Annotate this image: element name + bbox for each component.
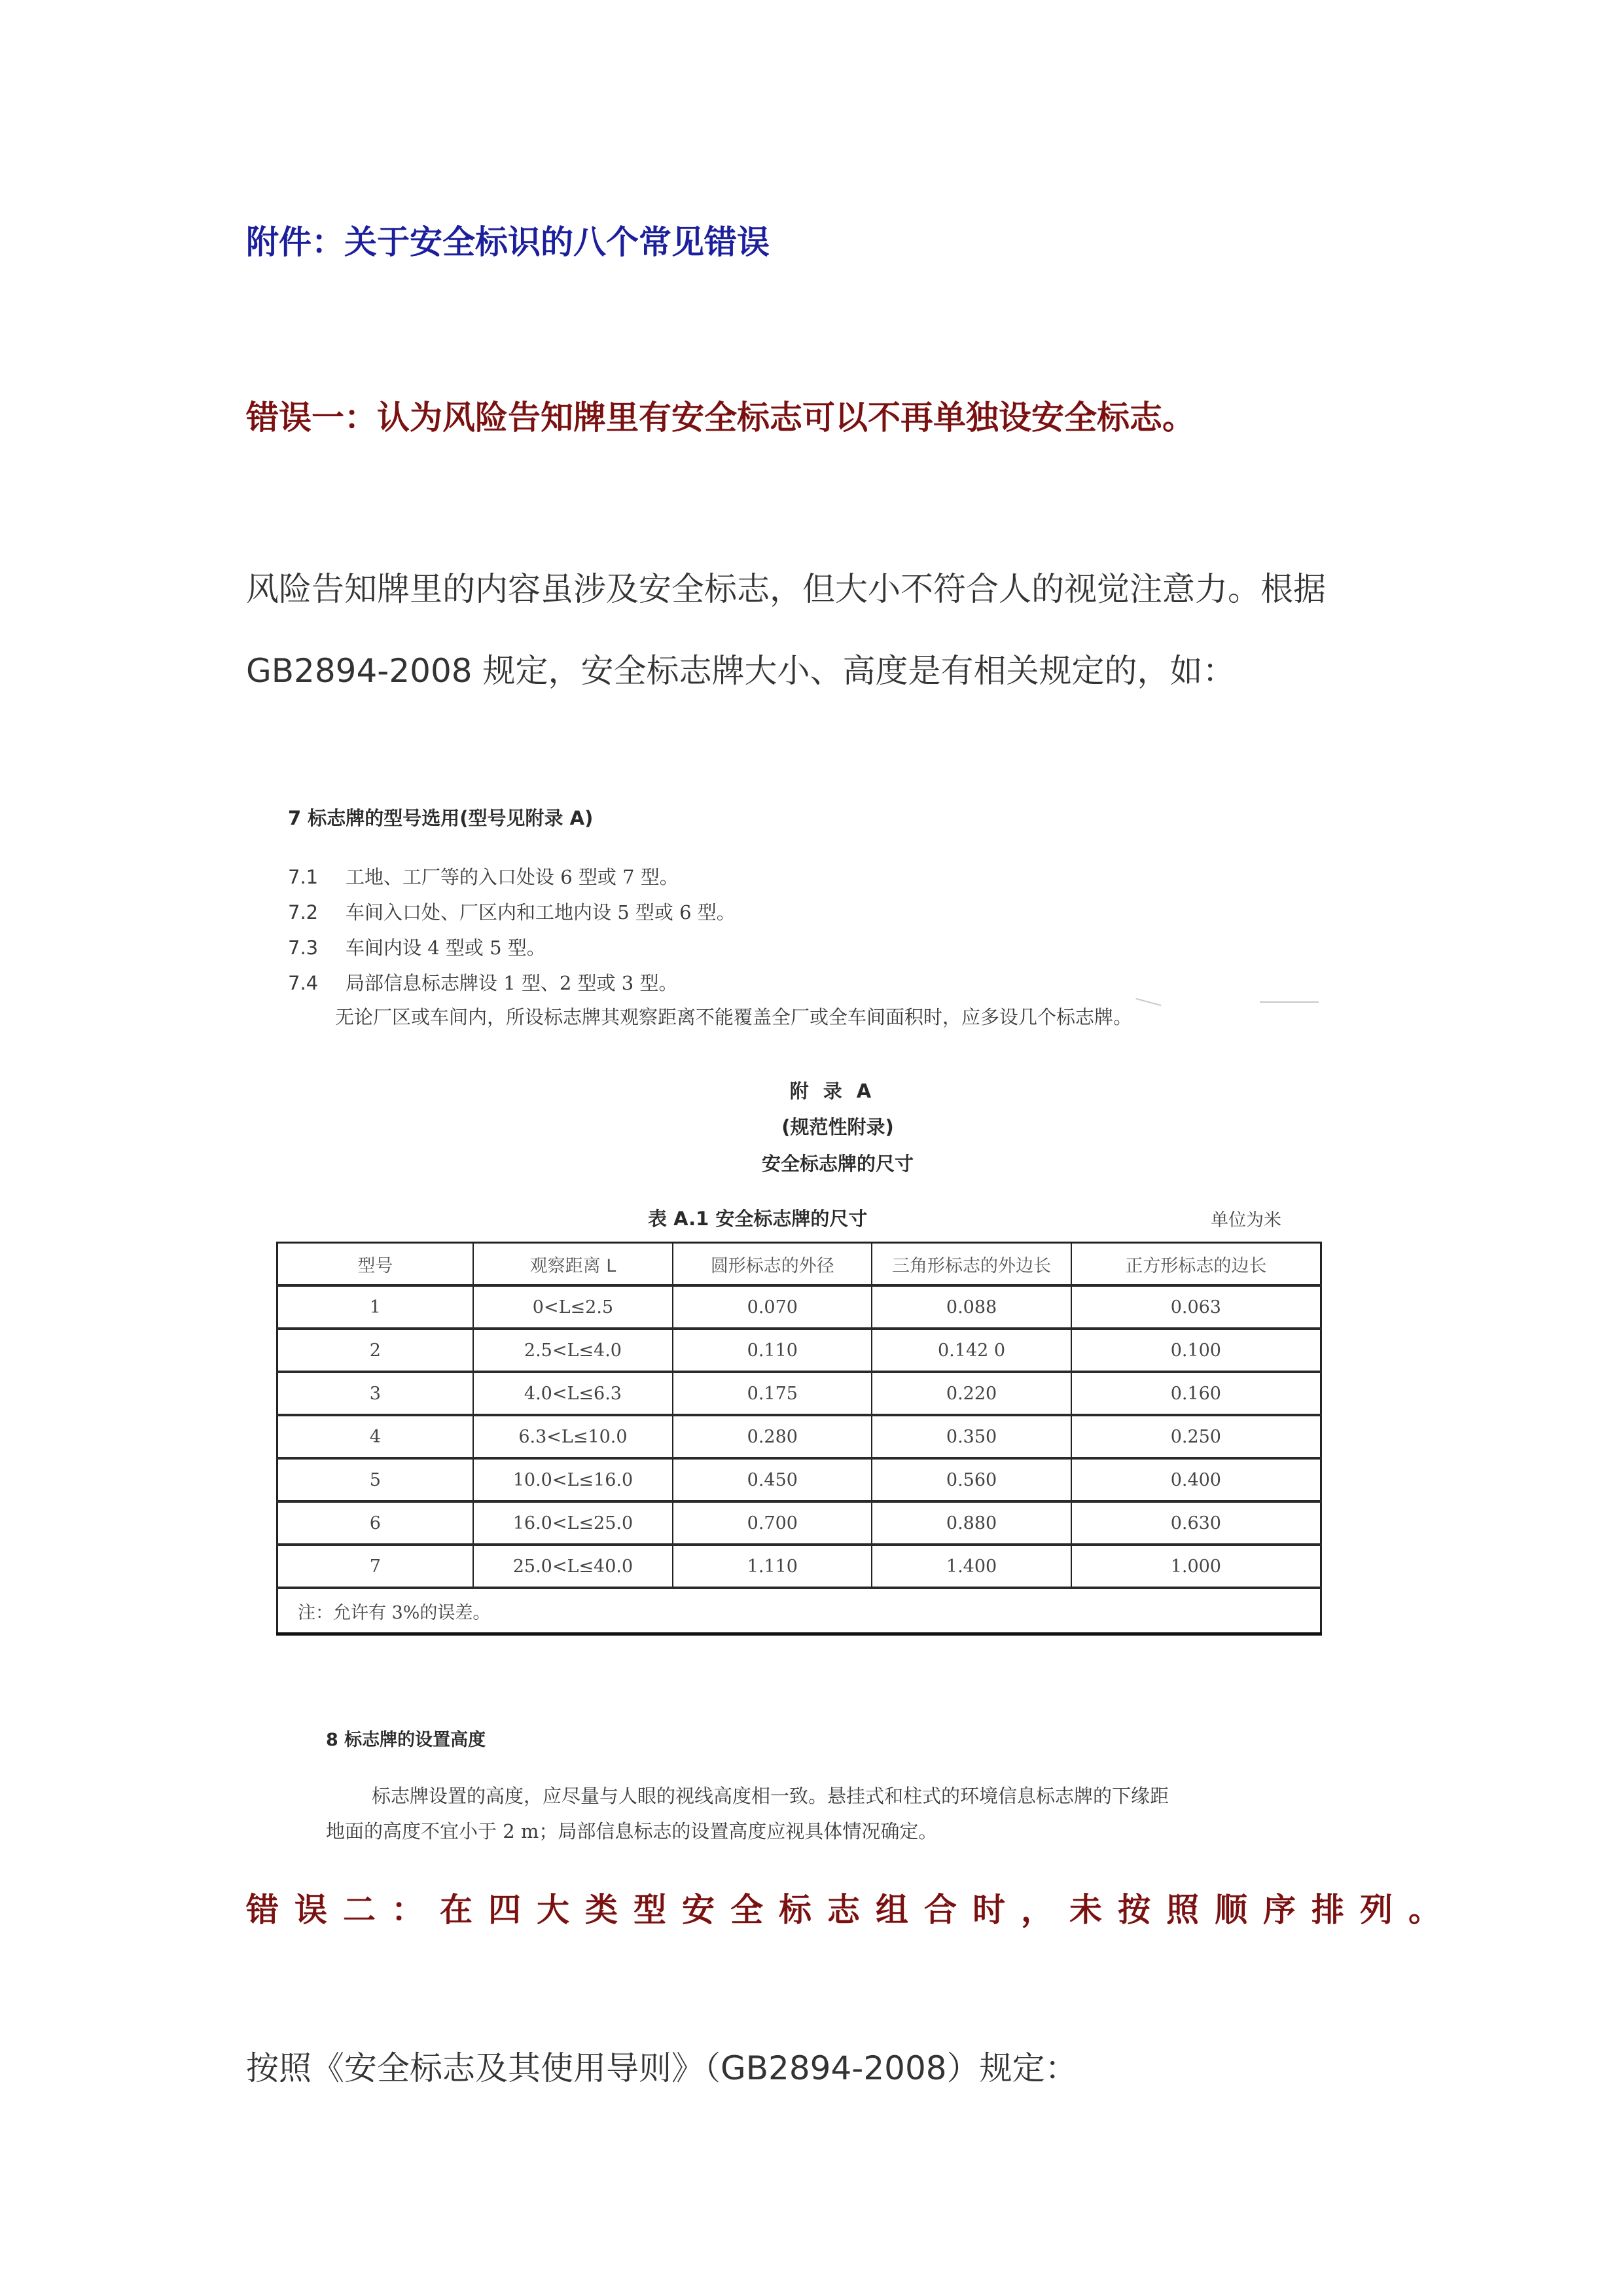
table-cell: 0.070 (673, 1285, 872, 1329)
table-cell: 0.630 (1071, 1501, 1321, 1545)
section-8-heading: 8 标志牌的设置高度 (326, 1730, 486, 1750)
scan-artifact (1260, 1001, 1319, 1003)
table-cell: 4 (277, 1415, 473, 1458)
appendix-title: 附录A (789, 1080, 886, 1102)
table-cell: 0.250 (1071, 1415, 1321, 1458)
table-row (277, 1372, 1321, 1415)
table-cell: 2 (277, 1329, 473, 1372)
section-7-item (288, 863, 679, 889)
table-cell: 0.100 (1071, 1329, 1321, 1372)
error-1-paragraph-line-1: 风险告知牌里的内容虽涉及安全标志，但大小不符合人的视觉注意力。根据 (246, 570, 1326, 608)
header-cell: 三角形标志的外边长 (872, 1243, 1071, 1286)
table-row (277, 1285, 1321, 1329)
table-cell: 0.220 (872, 1372, 1071, 1415)
header-cell: 正方形标志的边长 (1071, 1243, 1321, 1286)
section-7-item (288, 933, 546, 960)
error-2-paragraph: 按照《安全标志及其使用导则》（GB2894-2008）规定： (246, 2049, 1078, 2087)
table-cell: 0.088 (872, 1285, 1071, 1329)
item-number: 7.2 (288, 901, 319, 924)
table-cell: 10.0<L≤16.0 (473, 1458, 673, 1501)
table-cell: 0.700 (673, 1501, 872, 1545)
table-cell: 7 (277, 1545, 473, 1588)
header-cell: 圆形标志的外径 (673, 1243, 872, 1286)
table-cell: 0.400 (1071, 1458, 1321, 1501)
table-cell: 5 (277, 1458, 473, 1501)
table-cell: 1 (277, 1285, 473, 1329)
table-cell: 4.0<L≤6.3 (473, 1372, 673, 1415)
table-row (277, 1458, 1321, 1501)
error-1-paragraph-line-2: GB2894-2008 规定，安全标志牌大小、高度是有相关规定的，如： (246, 652, 1236, 690)
table-cell: 16.0<L≤25.0 (473, 1501, 673, 1545)
item-number: 7.3 (288, 937, 319, 959)
appendix-subtitle: (规范性附录) (781, 1116, 894, 1138)
table-row (277, 1415, 1321, 1458)
table-cell: 0.450 (673, 1458, 872, 1501)
header-cell: 型号 (277, 1243, 473, 1286)
table-cell: 3 (277, 1372, 473, 1415)
table-cell: 0.350 (872, 1415, 1071, 1458)
section-8-paragraph-line-1: 标志牌设置的高度，应尽量与人眼的视线高度相一致。悬挂式和柱式的环境信息标志牌的下缘距 (372, 1785, 1169, 1807)
table-unit: 单位为米 (1211, 1210, 1281, 1230)
table-cell: 0.175 (673, 1372, 872, 1415)
error-2-heading: 错误二：在四大类型安全标志组合时，未按照顺序排列。 (246, 1891, 1457, 1929)
section-7-item (288, 898, 736, 925)
table-row (277, 1501, 1321, 1545)
item-number: 7.1 (288, 866, 319, 888)
table-row (277, 1545, 1321, 1588)
sign-size-table (276, 1242, 1322, 1636)
item-text: 车间内设 4 型或 5 型。 (346, 937, 546, 959)
item-text: 工地、工厂等的入口处设 6 型或 7 型。 (346, 866, 679, 888)
table-cell: 0.142 0 (872, 1329, 1071, 1372)
table-cell: 25.0<L≤40.0 (473, 1545, 673, 1588)
table-cell: 0.280 (673, 1415, 872, 1458)
header-cell: 观察距离 L (473, 1243, 673, 1286)
table-header-row (277, 1243, 1321, 1286)
table-cell: 1.110 (673, 1545, 872, 1588)
table-note-row (277, 1588, 1321, 1634)
item-text: 局部信息标志牌设 1 型、2 型或 3 型。 (346, 972, 678, 994)
table-caption: 表 A.1 安全标志牌的尺寸 (648, 1208, 868, 1230)
table-cell: 1.400 (872, 1545, 1071, 1588)
section-8-paragraph-line-2: 地面的高度不宜小于 2 m；局部信息标志的设置高度应视具体情况确定。 (326, 1820, 938, 1842)
error-1-heading: 错误一：认为风险告知牌里有安全标志可以不再单独设安全标志。 (246, 399, 1195, 437)
table-cell: 0<L≤2.5 (473, 1285, 673, 1329)
table-cell: 0.880 (872, 1501, 1071, 1545)
table-cell: 0.063 (1071, 1285, 1321, 1329)
table-cell: 1.000 (1071, 1545, 1321, 1588)
table-cell: 0.560 (872, 1458, 1071, 1501)
table-cell: 0.160 (1071, 1372, 1321, 1415)
table-row (277, 1329, 1321, 1372)
section-7-item (288, 969, 677, 996)
appendix-heading: 安全标志牌的尺寸 (761, 1153, 914, 1175)
table-note: 注：允许有 3%的误差。 (277, 1588, 1321, 1634)
document-title: 附件：关于安全标识的八个常见错误 (246, 223, 770, 261)
table-cell: 6 (277, 1501, 473, 1545)
section-7-note: 无论厂区或车间内，所设标志牌其观察距离不能覆盖全厂或全车间面积时，应多设几个标志牌。 (335, 1006, 1133, 1028)
item-number: 7.4 (288, 972, 319, 994)
table-cell: 2.5<L≤4.0 (473, 1329, 673, 1372)
item-text: 车间入口处、厂区内和工地内设 5 型或 6 型。 (346, 901, 736, 924)
scan-artifact (1135, 998, 1161, 1006)
table-cell: 0.110 (673, 1329, 872, 1372)
table-cell: 6.3<L≤10.0 (473, 1415, 673, 1458)
section-7-heading: 7 标志牌的型号选用(型号见附录 A) (288, 807, 594, 829)
